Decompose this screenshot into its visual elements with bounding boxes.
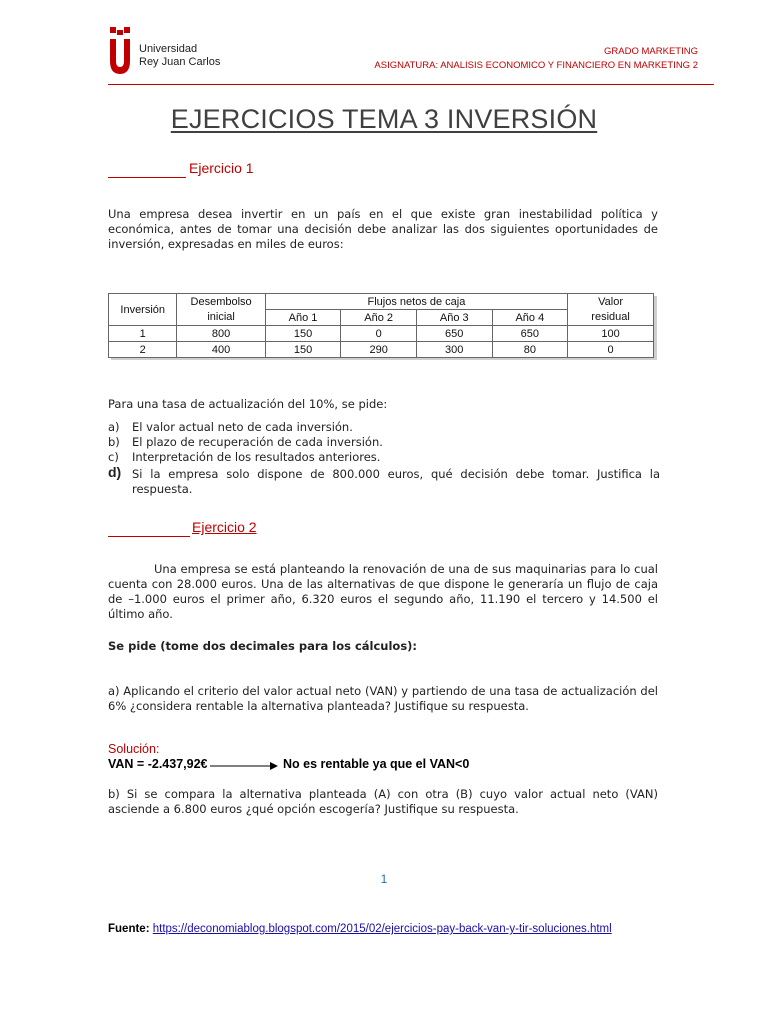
van-result: VAN = -2.437,92€ <box>108 757 208 771</box>
list-marker: d) <box>108 464 122 480</box>
ejercicio1-label: Ejercicio 1 <box>189 160 254 176</box>
van-conclusion: No es rentable ya que el VAN<0 <box>283 757 470 771</box>
table-cell: 150 <box>265 342 341 358</box>
table-cell: 0 <box>568 342 654 358</box>
arrow-right-icon <box>210 760 278 772</box>
th-flujos: Flujos netos de caja <box>265 294 567 310</box>
header-divider <box>108 84 714 85</box>
list-item-text: Si la empresa solo dispone de 800.000 euros, qué decisión debe tomar. Justifica la respuesta. <box>132 467 660 496</box>
ejercicio2-intro: Una empresa se está planteando la renovación de una de sus maquinarias para lo cual cuenta con 28.000 euros. Una de las alternativas de que dispone le generaría un flujo de caja de –1.000 euros el primer año, 6.320 euros el segundo año, 11.190 el tercero y 14.500 el último año. <box>108 562 658 621</box>
ejercicio1-underline <box>108 177 186 178</box>
university-name-line1: Universidad <box>139 43 198 55</box>
university-logo-icon <box>108 27 132 75</box>
page-number: 1 <box>380 872 388 886</box>
ejercicio2-part-a: a) Aplicando el criterio del valor actual neto (VAN) y partiendo de una tasa de actualización del 6% ¿considera rentable la alternativa planteada? Justifique su respuesta. <box>108 684 658 713</box>
list-marker: a) <box>108 420 120 434</box>
th-year-1: Año 1 <box>265 310 341 326</box>
investment-table <box>108 293 654 358</box>
table-cell: 0 <box>341 326 417 342</box>
page-title: EJERCICIOS TEMA 3 INVERSIÓN <box>170 104 598 134</box>
ejercicio1-prompt: Para una tasa de actualización del 10%, se pide: <box>108 397 388 411</box>
ejercicio2-se-pide: Se pide (tome dos decimales para los cálculos): <box>108 639 418 653</box>
list-item-text: El plazo de recuperación de cada inversión. <box>132 435 383 449</box>
table-row <box>109 326 654 342</box>
list-item <box>108 450 660 465</box>
header-asignatura: ASIGNATURA: ANALISIS ECONOMICO Y FINANCIERO EN MARKETING 2 <box>374 60 698 71</box>
ejercicio2-label: Ejercicio 2 <box>192 519 257 535</box>
list-item <box>108 435 660 450</box>
th-year-2: Año 2 <box>341 310 417 326</box>
fuente-link[interactable]: https://deconomiablog.blogspot.com/2015/02/ejercicios-pay-back-van-y-tir-soluciones.html <box>152 923 612 935</box>
table-cell: 290 <box>341 342 417 358</box>
th-desembolso-1: Desembolso <box>177 294 265 310</box>
list-item-text: El valor actual neto de cada inversión. <box>132 420 353 434</box>
fuente-line <box>108 922 628 937</box>
list-item <box>108 464 660 497</box>
solucion-label: Solución: <box>108 742 160 756</box>
table-cell: 300 <box>416 342 492 358</box>
ejercicio1-intro: Una empresa desea invertir en un país en el que existe gran inestabilidad política y económica, antes de tomar una decisión debe analizar las dos siguientes oportunidades de inversión, expresadas en miles de euros: <box>108 207 658 251</box>
university-name <box>139 43 220 69</box>
list-item-text: Interpretación de los resultados anteriores. <box>132 450 381 464</box>
table-cell: 400 <box>177 342 265 358</box>
table-cell: 1 <box>109 326 177 342</box>
fuente-label: Fuente: <box>108 923 150 935</box>
header-grado: GRADO MARKETING <box>604 46 698 57</box>
list-marker: c) <box>108 450 119 464</box>
ejercicio1-items <box>108 420 660 497</box>
university-name-line2: Rey Juan Carlos <box>139 56 221 68</box>
list-marker: b) <box>108 435 120 449</box>
th-inversion: Inversión <box>109 294 177 326</box>
th-valor-1: Valor <box>568 294 654 310</box>
ejercicio2-underline <box>108 536 190 537</box>
table-cell: 80 <box>492 342 568 358</box>
th-desembolso-2: inicial <box>177 310 265 326</box>
list-item <box>108 420 660 435</box>
table-cell: 650 <box>492 326 568 342</box>
ejercicio2-part-b: b) Si se compara la alternativa planteada (A) con otra (B) cuyo valor actual neto (VAN) asciende a 6.800 euros ¿qué opción escogería? Justifique su respuesta. <box>108 787 658 816</box>
table-cell: 100 <box>568 326 654 342</box>
th-year-4: Año 4 <box>492 310 568 326</box>
th-year-3: Año 3 <box>416 310 492 326</box>
table-cell: 2 <box>109 342 177 358</box>
table-cell: 650 <box>416 326 492 342</box>
table-cell: 800 <box>177 326 265 342</box>
table-row <box>109 342 654 358</box>
th-valor-2: residual <box>568 310 654 326</box>
table-cell: 150 <box>265 326 341 342</box>
